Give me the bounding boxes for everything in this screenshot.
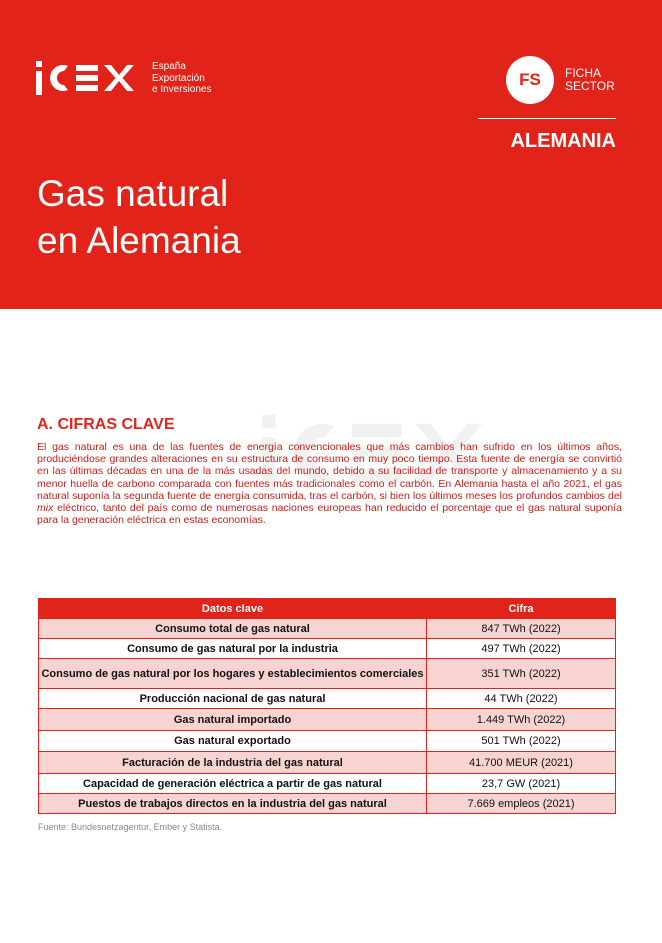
header-divider: [478, 118, 616, 119]
row-value: 501 TWh (2022): [427, 731, 616, 752]
row-label: Capacidad de generación eléctrica a partir de gas natural: [39, 774, 427, 794]
row-label: Consumo de gas natural por la industria: [39, 639, 427, 659]
row-label: Consumo total de gas natural: [39, 619, 427, 639]
row-value: 41.700 MEUR (2021): [427, 752, 616, 774]
table-row: [39, 794, 616, 814]
intro-paragraph: [37, 441, 622, 526]
row-value: 23,7 GW (2021): [427, 774, 616, 794]
row-label: Producción nacional de gas natural: [39, 689, 427, 709]
row-label: Gas natural importado: [39, 709, 427, 731]
section-title: A. CIFRAS CLAVE: [37, 416, 175, 433]
table-row: [39, 709, 616, 731]
source-note: Fuente: Bundesnetzagentur, Ember y Statista.: [38, 822, 223, 832]
header-banner: [0, 0, 662, 309]
row-label: Facturación de la industria del gas natural: [39, 752, 427, 774]
row-value: 847 TWh (2022): [427, 619, 616, 639]
header-datos-clave: Datos clave: [39, 599, 427, 619]
row-value: 497 TWh (2022): [427, 639, 616, 659]
table-row: [39, 639, 616, 659]
table-row: [39, 619, 616, 639]
ficha-sector-label: [565, 67, 615, 93]
intro-italic-text: mix: [37, 502, 54, 515]
table-row: [39, 689, 616, 709]
table-row: [39, 659, 616, 689]
row-label: Consumo de gas natural por los hogares y establecimientos comerciales: [39, 659, 427, 689]
country-label: ALEMANIA: [510, 130, 616, 152]
ficha-label: FICHA: [565, 66, 601, 80]
logo-tagline-line: España: [152, 61, 186, 72]
row-value: 44 TWh (2022): [427, 689, 616, 709]
row-value: 7.669 empleos (2021): [427, 794, 616, 814]
table-row: [39, 752, 616, 774]
logo-tagline-line: Exportación: [152, 72, 205, 84]
page-title-line: en Alemania: [37, 220, 241, 261]
intro-text-end: eléctrico, tanto del país como de numerosas naciones europeas han reducido el porcentaje que el gas natural suponía para la generación eléctrica en estas economías.: [37, 502, 622, 527]
sector-label: SECTOR: [565, 79, 615, 93]
table-header-row: [39, 599, 616, 619]
table-row: [39, 774, 616, 794]
row-label: Puestos de trabajos directos en la industria del gas natural: [39, 794, 427, 814]
fs-badge: FS: [506, 56, 554, 104]
page-title: [37, 170, 241, 264]
logo-tagline: [152, 61, 272, 96]
icex-logo-mark: [36, 58, 144, 98]
header-cifra: Cifra: [427, 599, 616, 619]
intro-text: El gas natural es una de las fuentes de energía convencionales que más cambios han sufrido en los últimos años, produciéndose grandes alteraciones en su estructura de consumo en muy poco tiempo. Esta fuente de energía se convirtió en las últimas décadas en una de la más usadas del mundo, debido a su facilidad de transporte y almacenamiento y a su menor huella de carbono comparada con fuentes más tradicionales como el carbón. En Alemania hasta el año 2021, el gas natural suponía la segunda fuente de energía consumida, tras el carbón, si bien los últimos meses los profundos cambios del: [37, 441, 622, 502]
row-value: 351 TWh (2022): [427, 659, 616, 689]
page-title-line: Gas natural: [37, 173, 229, 214]
row-label: Gas natural exportado: [39, 731, 427, 752]
row-value: 1.449 TWh (2022): [427, 709, 616, 731]
key-data-table: [38, 598, 616, 814]
table-row: [39, 731, 616, 752]
logo-tagline-line: e Inversiones: [152, 84, 212, 95]
